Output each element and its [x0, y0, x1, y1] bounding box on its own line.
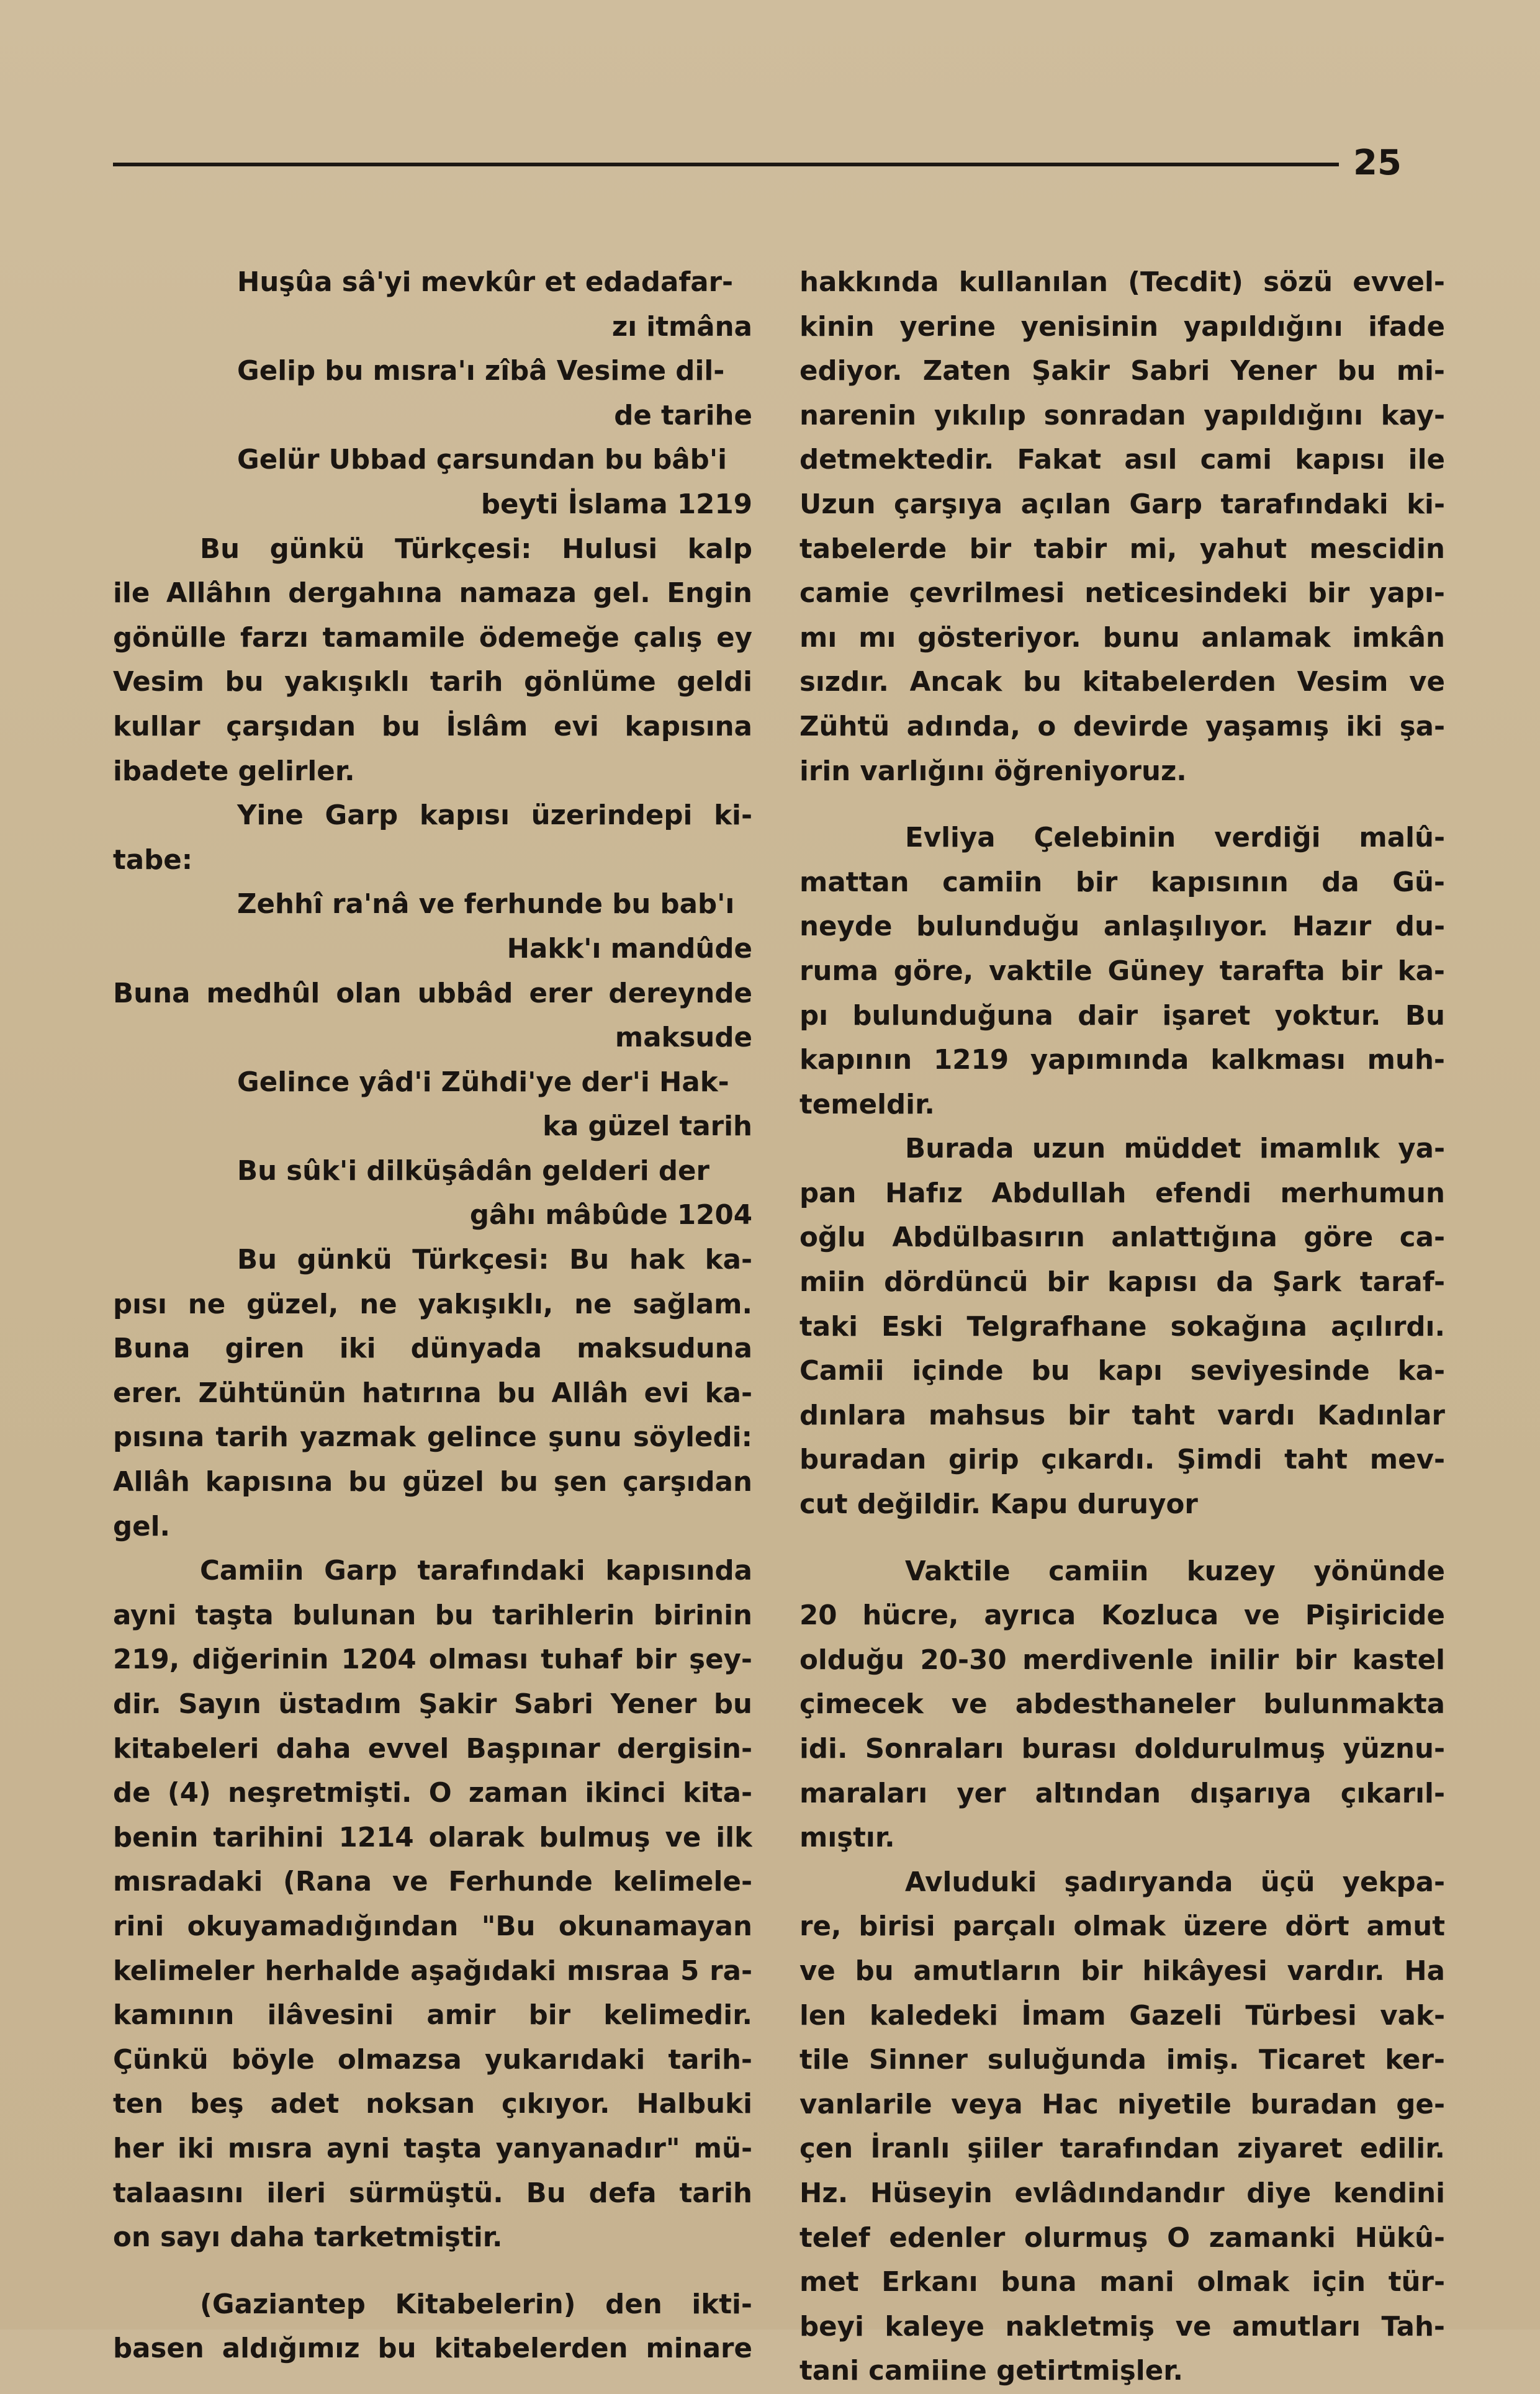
right-column — [799, 261, 1445, 2394]
text-line: çimecek ve abdesthaneler bulunmakta — [799, 1689, 1445, 1721]
text-line: pan Hafız Abdullah efendi merhumun — [799, 1177, 1445, 1209]
text-line: maksude — [615, 1022, 752, 1054]
text-line: Burada uzun müddet imamlık ya- — [905, 1133, 1445, 1165]
text-line: ibadete gelirler. — [113, 755, 355, 787]
text-line: Camiin Garp tarafındaki kapısında — [200, 1555, 752, 1587]
text-line: Buna giren iki dünyada maksuduna — [113, 1333, 752, 1365]
text-line: miin dördüncü bir kapısı da Şark taraf- — [799, 1267, 1445, 1298]
paragraph-gap — [113, 2261, 752, 2283]
text-line: Çünkü böyle olmazsa yukarıdaki tarih- — [113, 2044, 752, 2076]
text-line: Allâh kapısına bu güzel bu şen çarşıdan — [113, 1467, 752, 1498]
text-line: erer. Zühtünün hatırına bu Allâh evi ka- — [113, 1377, 752, 1409]
paragraph-gap — [799, 794, 1445, 816]
text-line: 219, diğerinin 1204 olması tuhaf bir şey- — [113, 1644, 752, 1676]
text-line: Huşûa sâ'yi mevkûr et edadafar- — [237, 267, 734, 298]
text-line: beyti İslama 1219 — [480, 488, 752, 520]
text-line: Gelip bu mısra'ı zîbâ Vesime dil- — [237, 356, 725, 387]
text-line: kapının 1219 yapımında kalkması muh- — [799, 1045, 1445, 1076]
text-line: ediyor. Zaten Şakir Sabri Yener bu mi- — [799, 356, 1445, 387]
text-line: kinin yerine yenisinin yapıldığını ifade — [799, 311, 1445, 343]
text-line: Hz. Hüseyin evlâdındandır diye kendini — [799, 2177, 1445, 2209]
text-line: gel. — [113, 1511, 171, 1542]
text-line: gönülle farzı tamamile ödemeğe çalış ey — [113, 622, 752, 654]
page-number: 25 — [1353, 143, 1402, 183]
text-line: ayni taşta bulunan bu tarihlerin birinin — [113, 1600, 752, 1631]
text-line: sızdır. Ancak bu kitabelerden Vesim ve — [799, 667, 1445, 698]
text-line: pısına tarih yazmak gelince şunu söyledi: — [113, 1422, 752, 1454]
text-line: tile Sinner suluğunda imiş. Ticaret ker- — [799, 2045, 1445, 2076]
text-line: Vaktile camiin kuzey yönünde — [905, 1555, 1445, 1587]
text-line: Uzun çarşıya açılan Garp tarafındaki ki- — [799, 488, 1445, 520]
text-line: Evliya Çelebinin verdiği malû- — [905, 822, 1445, 854]
text-line: idi. Sonraları burası doldurulmuş yüznu- — [799, 1734, 1445, 1765]
text-line: mıştır. — [799, 1822, 895, 1854]
text-line: kamının ilâvesini amir bir kelimedir. — [113, 2000, 752, 2032]
text-line: kullar çarşıdan bu İslâm evi kapısına — [113, 711, 752, 742]
text-line: vanlarile veya Hac niyetile buradan ge- — [799, 2089, 1445, 2120]
header-rule — [113, 163, 1339, 166]
left-column — [113, 261, 752, 2372]
text-line: mısradaki (Rana ve Ferhunde kelimele- — [113, 1866, 752, 1898]
text-line: telef edenler olurmuş O zamanki Hükû- — [799, 2222, 1445, 2254]
text-line: Zehhî ra'nâ ve ferhunde bu bab'ı — [237, 889, 735, 920]
text-line: dir. Sayın üstadım Şakir Sabri Yener bu — [113, 1689, 752, 1720]
text-line: benin tarihini 1214 olarak bulmuş ve ilk — [113, 1822, 752, 1853]
text-line: her iki mısra ayni taşta yanyanadır" mü- — [113, 2133, 752, 2164]
text-line: tani camiine getirtmişler. — [799, 2356, 1183, 2387]
text-line: rini okuyamadığından "Bu okunamayan — [113, 1910, 752, 1942]
text-line: Camii içinde bu kapı seviyesinde ka- — [799, 1356, 1445, 1387]
text-line: Zühtü adında, o devirde yaşamış iki şa- — [799, 711, 1445, 742]
text-line: talaasını ileri sürmüştü. Bu defa tarih — [113, 2177, 752, 2209]
text-line: len kaledeki İmam Gazeli Türbesi vak- — [799, 2000, 1445, 2032]
text-line: beyi kaleye nakletmiş ve amutları Tah- — [799, 2311, 1445, 2342]
text-line: narenin yıkılıp sonradan yapıldığını kay- — [799, 400, 1445, 431]
text-line: irin varlığını öğreniyoruz. — [799, 755, 1187, 787]
text-line: Bu günkü Türkçesi: Bu hak ka- — [237, 1244, 752, 1276]
text-line: pı bulunduğuna dair işaret yoktur. Bu — [799, 1000, 1445, 1032]
text-line: Bu günkü Türkçesi: Hulusi kalp — [200, 533, 752, 565]
text-line: gâhı mâbûde 1204 — [469, 1200, 752, 1231]
text-line: maraları yer altından dışarıya çıkarıl- — [799, 1778, 1445, 1809]
text-line: taki Eski Telgrafhane sokağına açılırdı. — [799, 1311, 1445, 1343]
text-line: Avluduki şadıryanda üçü yekpa- — [905, 1866, 1445, 1898]
text-line: mı mı gösteriyor. bunu anlamak imkân — [799, 622, 1445, 654]
paragraph-gap — [799, 1528, 1445, 1550]
text-line: oğlu Abdülbasırın anlattığına göre ca- — [799, 1222, 1445, 1254]
text-line: kelimeler herhalde aşağıdaki mısraa 5 ra- — [113, 1955, 752, 1987]
text-line: pısı ne güzel, ne yakışıklı, ne sağlam. — [113, 1289, 752, 1320]
text-line: mattan camiin bir kapısının da Gü- — [799, 866, 1445, 898]
text-line: dınlara mahsus bir taht vardı Kadınlar — [799, 1400, 1445, 1431]
text-line: tabe: — [113, 844, 193, 876]
text-line: re, birisi parçalı olmak üzere dört amut — [799, 1911, 1445, 1943]
text-line: met Erkanı buna mani olmak için tür- — [799, 2267, 1445, 2298]
text-line: ten beş adet noksan çıkıyor. Halbuki — [113, 2089, 752, 2120]
text-line: Vesim bu yakışıklı tarih gönlüme geldi — [113, 667, 752, 698]
text-line: hakkında kullanılan (Tecdit) sözü evvel- — [799, 267, 1445, 298]
text-line: kitabeleri daha evvel Başpınar dergisin- — [113, 1733, 752, 1765]
text-line: neyde bulunduğu anlaşılıyor. Hazır du- — [799, 911, 1445, 943]
text-line: basen aldığımız bu kitabelerden minare — [113, 2333, 752, 2365]
text-line: de (4) neşretmişti. O zaman ikinci kita- — [113, 1778, 752, 1809]
text-line: Buna medhûl olan ubbâd erer dereynde — [113, 978, 752, 1009]
text-line: Hakk'ı mandûde — [507, 933, 752, 965]
text-line: ruma göre, vaktile Güney tarafta bir ka- — [799, 955, 1445, 987]
text-line: buradan girip çıkardı. Şimdi taht mev- — [799, 1444, 1445, 1476]
text-line: zı itmâna — [611, 311, 752, 343]
text-line: ka güzel tarih — [543, 1111, 752, 1143]
text-line: ile Allâhın dergahına namaza gel. Engin — [113, 578, 752, 610]
text-line: Yine Garp kapısı üzerindepi ki- — [237, 800, 752, 832]
text-line: cut değildir. Kapu duruyor — [799, 1489, 1198, 1521]
text-line: detmektedir. Fakat asıl cami kapısı ile — [799, 444, 1445, 476]
text-line: de tarihe — [614, 400, 752, 431]
text-line: 20 hücre, ayrıca Kozluca ve Pişiricide — [799, 1600, 1445, 1632]
text-line: çen İranlı şiiler tarafından ziyaret edilir. — [799, 2133, 1445, 2165]
text-line: (Gaziantep Kitabelerin) den ikti- — [200, 2288, 752, 2320]
text-line: Gelince yâd'i Zühdi'ye der'i Hak- — [237, 1066, 729, 1098]
text-line: tabelerde bir tabir mi, yahut mescidin — [799, 533, 1445, 565]
text-line: on sayı daha tarketmiştir. — [113, 2222, 503, 2254]
text-line: ve bu amutların bir hikâyesi vardır. Ha — [799, 1955, 1445, 1987]
text-line: camie çevrilmesi neticesindeki bir yapı- — [799, 578, 1445, 610]
text-line: temeldir. — [799, 1089, 935, 1120]
text-line: Bu sûk'i dilküşâdân gelderi der — [237, 1155, 709, 1187]
text-line: olduğu 20-30 merdivenle inilir bir kastel — [799, 1644, 1445, 1676]
text-line: Gelür Ubbad çarsundan bu bâb'i — [237, 444, 727, 476]
